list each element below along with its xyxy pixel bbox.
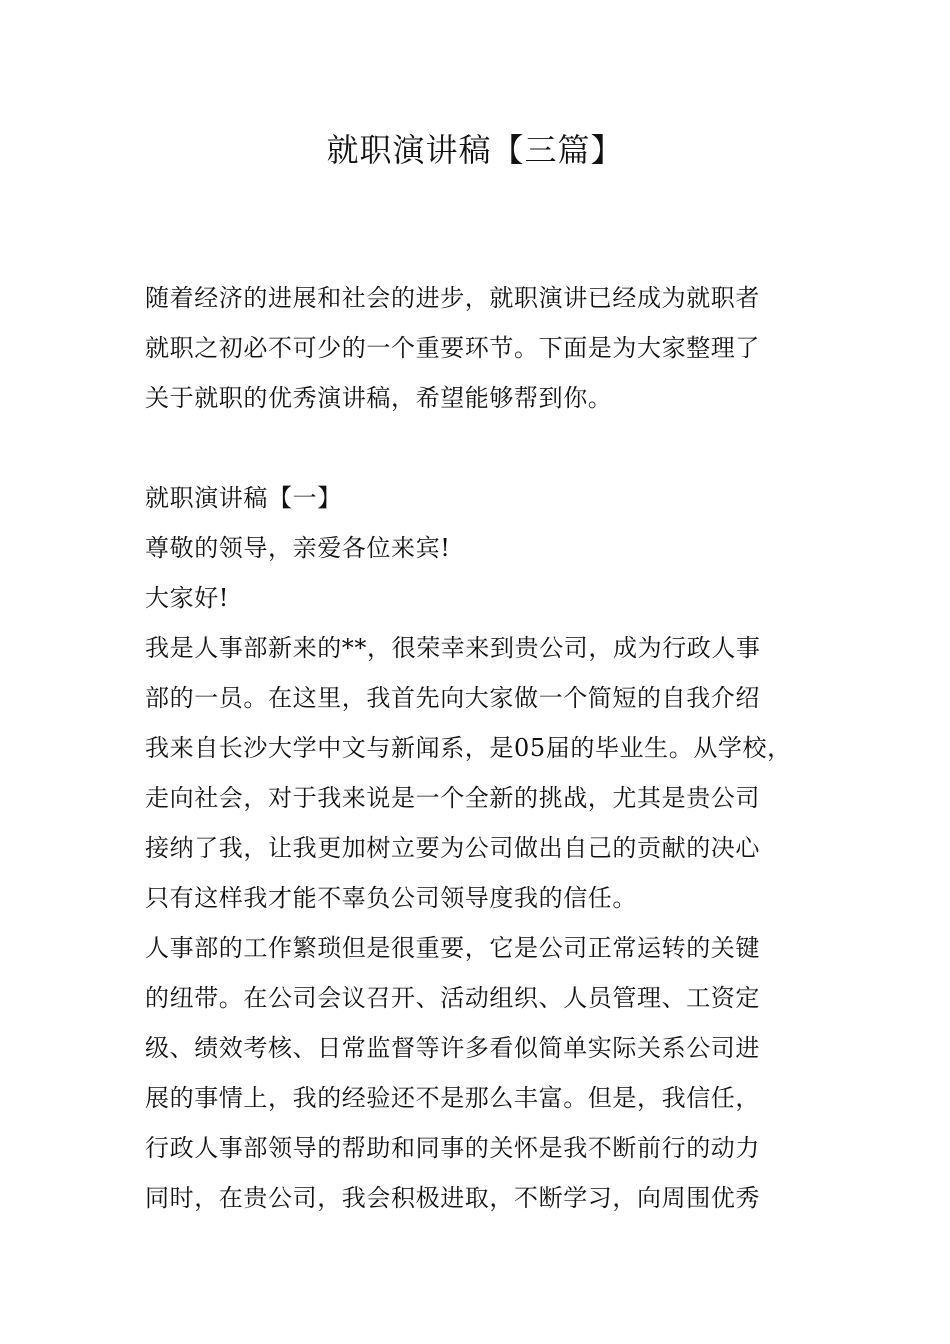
body-line-5: 接纳了我，让我更加树立要为公司做出自己的贡献的决心 [145, 834, 760, 862]
body-line-4: 走向社会，对于我来说是一个全新的挑战，尤其是贵公司 [145, 784, 760, 812]
body-line-6: 只有这样我才能不辜负公司领导度我的信任。 [145, 884, 637, 912]
intro-line-1: 随着经济的进展和社会的进步，就职演讲已经成为就职者 [145, 284, 760, 312]
body-line-1: 我是人事部新来的**，很荣幸来到贵公司，成为行政人事 [145, 634, 761, 662]
body-line-7: 人事部的工作繁琐但是很重要，它是公司正常运转的关键 [145, 934, 760, 962]
body-line-12: 同时，在贵公司，我会积极进取，不断学习，向周围优秀 [145, 1184, 760, 1212]
salutation: 尊敬的领导，亲爱各位来宾! [145, 534, 451, 562]
body-line-10: 展的事情上，我的经验还不是那么丰富。但是，我信任， [145, 1084, 760, 1112]
intro-line-3: 关于就职的优秀演讲稿，希望能够帮到你。 [145, 384, 613, 412]
body-line-11: 行政人事部领导的帮助和同事的关怀是我不断前行的动力 [145, 1134, 760, 1162]
body-line-8: 的纽带。在公司会议召开、活动组织、人员管理、工资定 [145, 984, 760, 1012]
greeting: 大家好! [145, 584, 230, 612]
document-title: 就职演讲稿【三篇】 [326, 131, 624, 169]
intro-line-2: 就职之初必不可少的一个重要环节。下面是为大家整理了 [145, 334, 760, 362]
section-heading: 就职演讲稿【一】 [145, 484, 342, 512]
body-line-2: 部的一员。在这里，我首先向大家做一个简短的自我介绍 [145, 684, 760, 712]
body-line-9: 级、绩效考核、日常监督等许多看似简单实际关系公司进 [145, 1034, 760, 1062]
body-line-3: 我来自长沙大学中文与新闻系，是05届的毕业生。从学校， [145, 734, 792, 762]
